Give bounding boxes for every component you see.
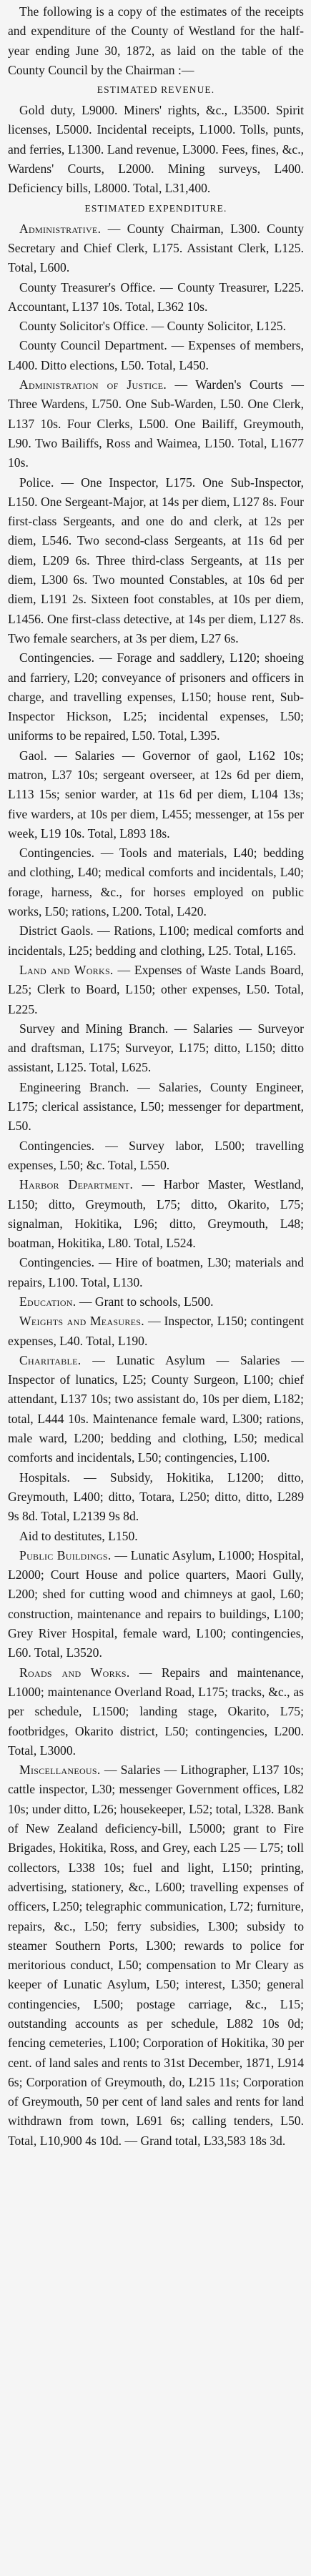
expenditure-text: — Lunatic Asylum, L1000; Hospital, L2000; Court House and police quarters, Maori Gully, L200; shed for cutting wood and chimneys at gaol, L60; construction, maintenance and repairs to buildings, L100; Grey River Hospital, female ward, L100; contingencies, L60. Total, L3520. xyxy=(8,1547,304,1660)
expenditure-text: — Grant to schools, L500. xyxy=(76,1294,214,1309)
expenditure-paragraph xyxy=(8,1760,304,2151)
expenditure-paragraph xyxy=(8,336,304,375)
expenditure-text: — County Chairman, L300. County Secretary and Chief Clerk, L175. Assistant Clerk, L125. Total, L600. xyxy=(8,221,304,275)
expenditure-label: Education. xyxy=(19,1294,76,1309)
expenditure-text: Contingencies. — Tools and materials, L40; bedding and clothing, L40; medical comforts and incidentals, L40; forage, harness, &c., for horses employed on public works, L50; rations, L200. Total, L420. xyxy=(8,846,304,919)
expenditure-label: Land and Works. xyxy=(19,962,114,977)
expenditure-paragraph xyxy=(8,843,304,921)
expenditure-paragraph xyxy=(8,278,304,317)
expenditure-paragraph xyxy=(8,219,304,278)
expenditure-paragraph xyxy=(8,921,304,961)
expenditure-heading: ESTIMATED EXPENDITURE. xyxy=(84,202,227,214)
expenditure-text: — Repairs and maintenance, L1000; maintenance Overland Road, L175; tracks, &c., as per schedule, L1500; landing stage, Okarito, L75; footbridges, Okarito district, L50; contingencies, L200. Total, L3000. xyxy=(8,1665,304,1758)
expenditure-text: Contingencies. — Forage and saddlery, L120; shoeing and farriery, L20; conveyance of prisoners and officers in charge, and travelling expenses, L150; house rent, Sub-Inspector Hickson, L25; incidental expenses, L50; uniforms to be repaired, L50. Total, L395. xyxy=(8,650,304,743)
expenditure-label: Roads and Works. xyxy=(19,1665,130,1680)
expenditure-paragraph xyxy=(8,1175,304,1253)
expenditure-text: Gaol. — Salaries — Governor of gaol, L162 10s; matron, L37 10s; sergeant overseer, at 12s 6d per diem, L113 15s; senior warder, at 11s 6d per diem, L104 13s; five warders, at 10s per diem, L455; messenger, at 15s per week, L19 10s. Total, L893 18s. xyxy=(8,748,304,841)
expenditure-paragraph xyxy=(8,1468,304,1527)
expenditure-text: — Warden's Courts — Three Wardens, L750. One Sub-Warden, L50. One Clerk, L137 10s. Four Clerks, L500. One Bailiff, Greymouth, L90. Two Bailiffs, Ross and Waimea, L150. Total, L1677 10s. xyxy=(8,377,304,470)
expenditure-paragraph xyxy=(8,1663,304,1760)
expenditure-text: Contingencies. — Hire of boatmen, L30; materials and repairs, L100. Total, L130. xyxy=(8,1255,304,1289)
revenue-paragraph: Gold duty, L9000. Miners' rights, &c., L3500. Spirit licenses, L5000. Incidental receipts, L1000. Tolls, punts, and ferries, L1300. Land revenue, L3000. Fees, fines, &c., Wardens' Courts, L2000. Mining surveys, L400. Deficiency bills, L8000. Total, L31,400. xyxy=(8,103,304,196)
expenditure-paragraph xyxy=(8,1078,304,1136)
expenditure-paragraph xyxy=(8,746,304,843)
expenditure-label: Public Buildings. xyxy=(19,1547,112,1562)
expenditure-paragraph xyxy=(8,648,304,745)
expenditure-paragraph xyxy=(8,961,304,1019)
expenditure-text: County Treasurer's Office. — County Treasurer, L225. Accountant, L137 10s. Total, L362 10s. xyxy=(8,279,304,314)
revenue-heading: ESTIMATED REVENUE. xyxy=(97,84,215,96)
expenditure-paragraph xyxy=(8,1312,304,1351)
expenditure-paragraph xyxy=(8,1546,304,1663)
expenditure-text: County Solicitor's Office. — County Solicitor, L125. xyxy=(19,319,287,334)
expenditure-text: Police. — One Inspector, L175. One Sub-Inspector, L150. One Sergeant-Major, at 14s per diem, L127 8s. Four first-class Sergeants, and one do and clerk, at 12s per diem, L546. Two second-class Sergeants, at 11s 6d per diem, L209 6s. Three third-class Sergeants, at 11s per diem, L300 6s. Two mounted Constables, at 10s 6d per diem, L191 2s. Sixteen foot constables, at 10s per diem, L1456. One first-class detective, at 14s per diem, L127 8s. Two female searchers, at 3s per diem, L27 6s. xyxy=(8,475,304,645)
expenditure-text: District Gaols. — Rations, L100; medical comforts and incidentals, L25; bedding and clothing, L25. Total, L165. xyxy=(8,923,304,958)
intro-paragraph: The following is a copy of the estimates of the receipts and expenditure of the County of Westland for the half-year ending June 30, 1872, as laid on the table of the County Council by the Chairman :— xyxy=(8,4,304,77)
expenditure-text: Survey and Mining Branch. — Salaries — Surveyor and draftsman, L175; Surveyor, L175; ditto, L150; ditto assistant, L125. Total, L625. xyxy=(8,1021,304,1075)
expenditure-text: Aid to destitutes, L150. xyxy=(19,1528,138,1543)
expenditure-paragraph xyxy=(8,375,304,472)
expenditure-label: Administrative. xyxy=(19,221,102,236)
expenditure-paragraph xyxy=(8,1351,304,1468)
expenditure-label: Charitable. xyxy=(19,1352,82,1367)
expenditure-text: — Inspector, L150; contingent expenses, L40. Total, L190. xyxy=(8,1314,304,1348)
expenditure-label: Administration of Justice. xyxy=(19,377,167,392)
expenditure-text: — Lunatic Asylum — Salaries — Inspector of lunatics, L25; County Surgeon, L100; chief attendant, L137 10s; two assistant do, 10s per diem, L182; total, L444 10s. Maintenance female ward, L300; rations, male ward, L200; bedding and clothing, L50; medical comforts and incidentals, L50; contingencies, L100. xyxy=(8,1352,304,1465)
expenditure-paragraph xyxy=(8,317,304,336)
expenditure-paragraph xyxy=(8,1292,304,1312)
expenditure-label: Miscellaneous. xyxy=(19,1763,101,1778)
expenditure-paragraph xyxy=(8,473,304,649)
expenditure-label: Weights and Measures. xyxy=(19,1314,144,1329)
expenditure-text: Hospitals. — Subsidy, Hokitika, L1200; ditto, Greymouth, L400; ditto, Totara, L250; ditto, ditto, L289 9s 8d. Total, L2139 9s 8d. xyxy=(8,1470,304,1524)
expenditure-paragraph xyxy=(8,1527,304,1546)
expenditure-label: Harbor Department. xyxy=(19,1177,134,1192)
expenditure-text: County Council Department. — Expenses of members, L400. Ditto elections, L50. Total, L450. xyxy=(8,338,304,372)
expenditure-paragraph xyxy=(8,1019,304,1078)
expenditure-section xyxy=(8,219,304,2151)
expenditure-text: — Harbor Master, Westland, L150; ditto, Greymouth, L75; ditto, Okarito, L75; signalman, Hokitika, L96; ditto, Greymouth, L48; boatman, Hokitika, L80. Total, L524. xyxy=(8,1177,304,1251)
expenditure-text: Engineering Branch. — Salaries, County Engineer, L175; clerical assistance, L50; messenger for department, L50. xyxy=(8,1079,304,1134)
expenditure-text: Contingencies. — Survey labor, L500; travelling expenses, L50; &c. Total, L550. xyxy=(8,1138,304,1172)
expenditure-paragraph xyxy=(8,1253,304,1292)
expenditure-text: — Salaries — Lithographer, L137 10s; cattle inspector, L30; messenger Government offices, L82 10s; under ditto, L26; housekeeper, L52; total, L328. Bank of New Zealand deficiency-bill, L5000; grant to Fire Brigades, Hokitika, Ross, and Grey, each L25 — L75; toll collectors, L338 10s; fuel and light, L150; printing, advertising, stationery, &c., L600; travelling expenses of officers, L250; telegraphic communication, L72; furniture, repairs, &c., L50; ferry subsidies, L300; subsidy to steamer Southern Ports, L300; rewards to police for meritorious conduct, L50; compensation to Mr Cleary as keeper of Lunatic Asylum, L50; interest, L350; general contingencies, L500; postage carriage, &c., L15; outstanding accounts as per schedule, L882 10s 0d; fencing cemeteries, L100; Corporation of Hokitika, 30 per cent. of land sales and rents to 31st December, 1871, L914 6s; Corporation of Greymouth, do, L215 11s; Corporation of Greymouth, 50 per cent of land sales and rents for land withdrawn from town, L691 6s; calling tenders, L50. Total, L10,900 4s 10d. — Grand total, L33,583 18s 3d. xyxy=(8,1763,304,2148)
expenditure-paragraph xyxy=(8,1136,304,1176)
expenditure-text: — Expenses of Waste Lands Board, L25; Clerk to Board, L150; other expenses, L50. Total, L225. xyxy=(8,962,304,1016)
